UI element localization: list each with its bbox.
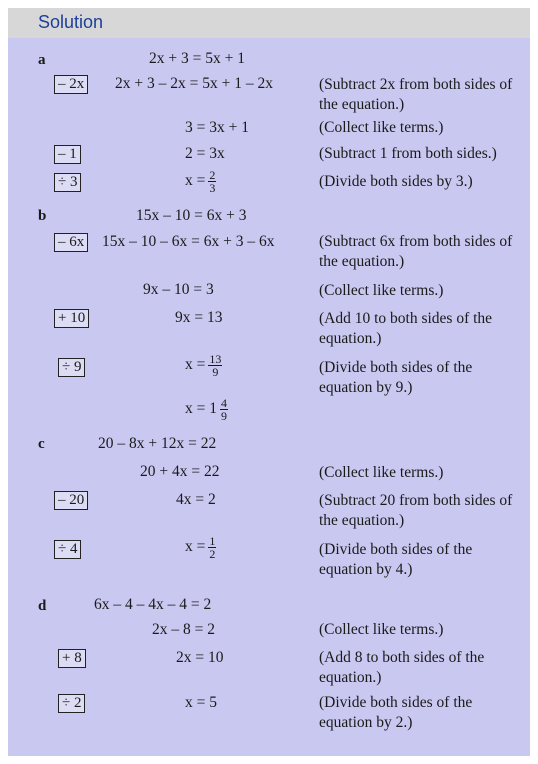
fraction-a-5-numerator: 2 [209, 168, 216, 182]
equation-a-2: 2x + 3 – 2x = 5x + 1 – 2x [115, 75, 273, 92]
equation-b-1: 15x – 10 = 6x + 3 [136, 207, 247, 224]
fraction-a-5 [208, 169, 216, 194]
fraction-c-4-numerator: 1 [209, 534, 216, 548]
equation-c-1: 20 – 8x + 12x = 22 [98, 435, 217, 452]
fraction-b-6 [220, 397, 228, 422]
operation-box-c-4: ÷ 4 [54, 540, 81, 559]
equation-b-6-lhs: x = 1 [185, 400, 217, 418]
equation-a-1: 2x + 3 = 5x + 1 [149, 50, 245, 67]
equation-c-4-lhs: x = [185, 538, 206, 556]
operation-box-a-2: – 2x [54, 75, 88, 94]
note-c-3: (Subtract 20 from both sides of the equation.) [319, 492, 513, 529]
note-d-3: (Add 8 to both sides of the equation.) [319, 649, 485, 686]
equation-d-2: 2x – 8 = 2 [152, 621, 215, 638]
equation-b-5-lhs: x = [185, 356, 206, 374]
note-c-4: (Divide both sides of the equation by 4.) [319, 541, 473, 578]
equation-b-2: 15x – 10 – 6x = 6x + 3 – 6x [102, 233, 275, 250]
equation-c-2: 20 + 4x = 22 [140, 463, 220, 480]
note-a-5: (Divide both sides by 3.) [319, 173, 473, 190]
equation-b-5 [185, 353, 222, 378]
equation-c-4 [185, 535, 216, 560]
equation-b-4: 9x = 13 [175, 309, 223, 326]
equation-b-6 [185, 397, 228, 422]
note-b-3: (Collect like terms.) [319, 282, 444, 299]
note-a-3: (Collect like terms.) [319, 119, 444, 136]
operation-box-b-5: ÷ 9 [58, 358, 85, 377]
fraction-c-4-denominator: 2 [209, 547, 216, 561]
note-d-4: (Divide both sides of the equation by 2.) [319, 694, 473, 731]
fraction-b-6-denominator: 9 [221, 409, 227, 423]
operation-box-a-5: ÷ 3 [54, 173, 81, 192]
operation-box-d-3: + 8 [58, 649, 86, 668]
operation-box-b-2: – 6x [54, 233, 88, 252]
part-label-b: b [38, 208, 47, 224]
operation-box-d-4: ÷ 2 [58, 694, 85, 713]
equation-d-4: x = 5 [185, 694, 217, 711]
fraction-b-5-denominator: 9 [212, 365, 219, 379]
note-b-4: (Add 10 to both sides of the equation.) [319, 310, 493, 347]
fraction-b-5 [208, 353, 222, 378]
solution-header [8, 8, 530, 38]
equation-a-3: 3 = 3x + 1 [185, 119, 249, 136]
fraction-c-4 [208, 535, 216, 560]
equation-a-4: 2 = 3x [185, 145, 225, 162]
note-d-2: (Collect like terms.) [319, 621, 444, 638]
equation-b-3: 9x – 10 = 3 [143, 281, 214, 298]
operation-box-b-4: + 10 [54, 309, 89, 328]
solution-title: Solution [38, 12, 104, 32]
operation-box-a-4: – 1 [54, 145, 81, 164]
equation-d-3: 2x = 10 [176, 649, 224, 666]
equation-d-1: 6x – 4 – 4x – 4 = 2 [94, 596, 212, 613]
equation-c-3: 4x = 2 [176, 491, 216, 508]
equation-a-5-lhs: x = [185, 172, 206, 190]
part-label-d: d [38, 598, 47, 614]
note-b-2: (Subtract 6x from both sides of the equation.) [319, 233, 513, 270]
part-label-c: c [38, 436, 45, 452]
equation-a-5 [185, 169, 216, 194]
operation-box-c-3: – 20 [54, 491, 88, 510]
note-c-2: (Collect like terms.) [319, 464, 444, 481]
fraction-b-6-numerator: 4 [221, 396, 227, 410]
fraction-b-5-numerator: 13 [209, 352, 222, 366]
note-a-4: (Subtract 1 from both sides.) [319, 145, 497, 162]
note-a-2: (Subtract 2x from both sides of the equation.) [319, 76, 513, 113]
note-b-5: (Divide both sides of the equation by 9.) [319, 359, 473, 396]
part-label-a: a [38, 52, 46, 68]
fraction-a-5-denominator: 3 [209, 181, 216, 195]
solution-panel [8, 8, 530, 756]
